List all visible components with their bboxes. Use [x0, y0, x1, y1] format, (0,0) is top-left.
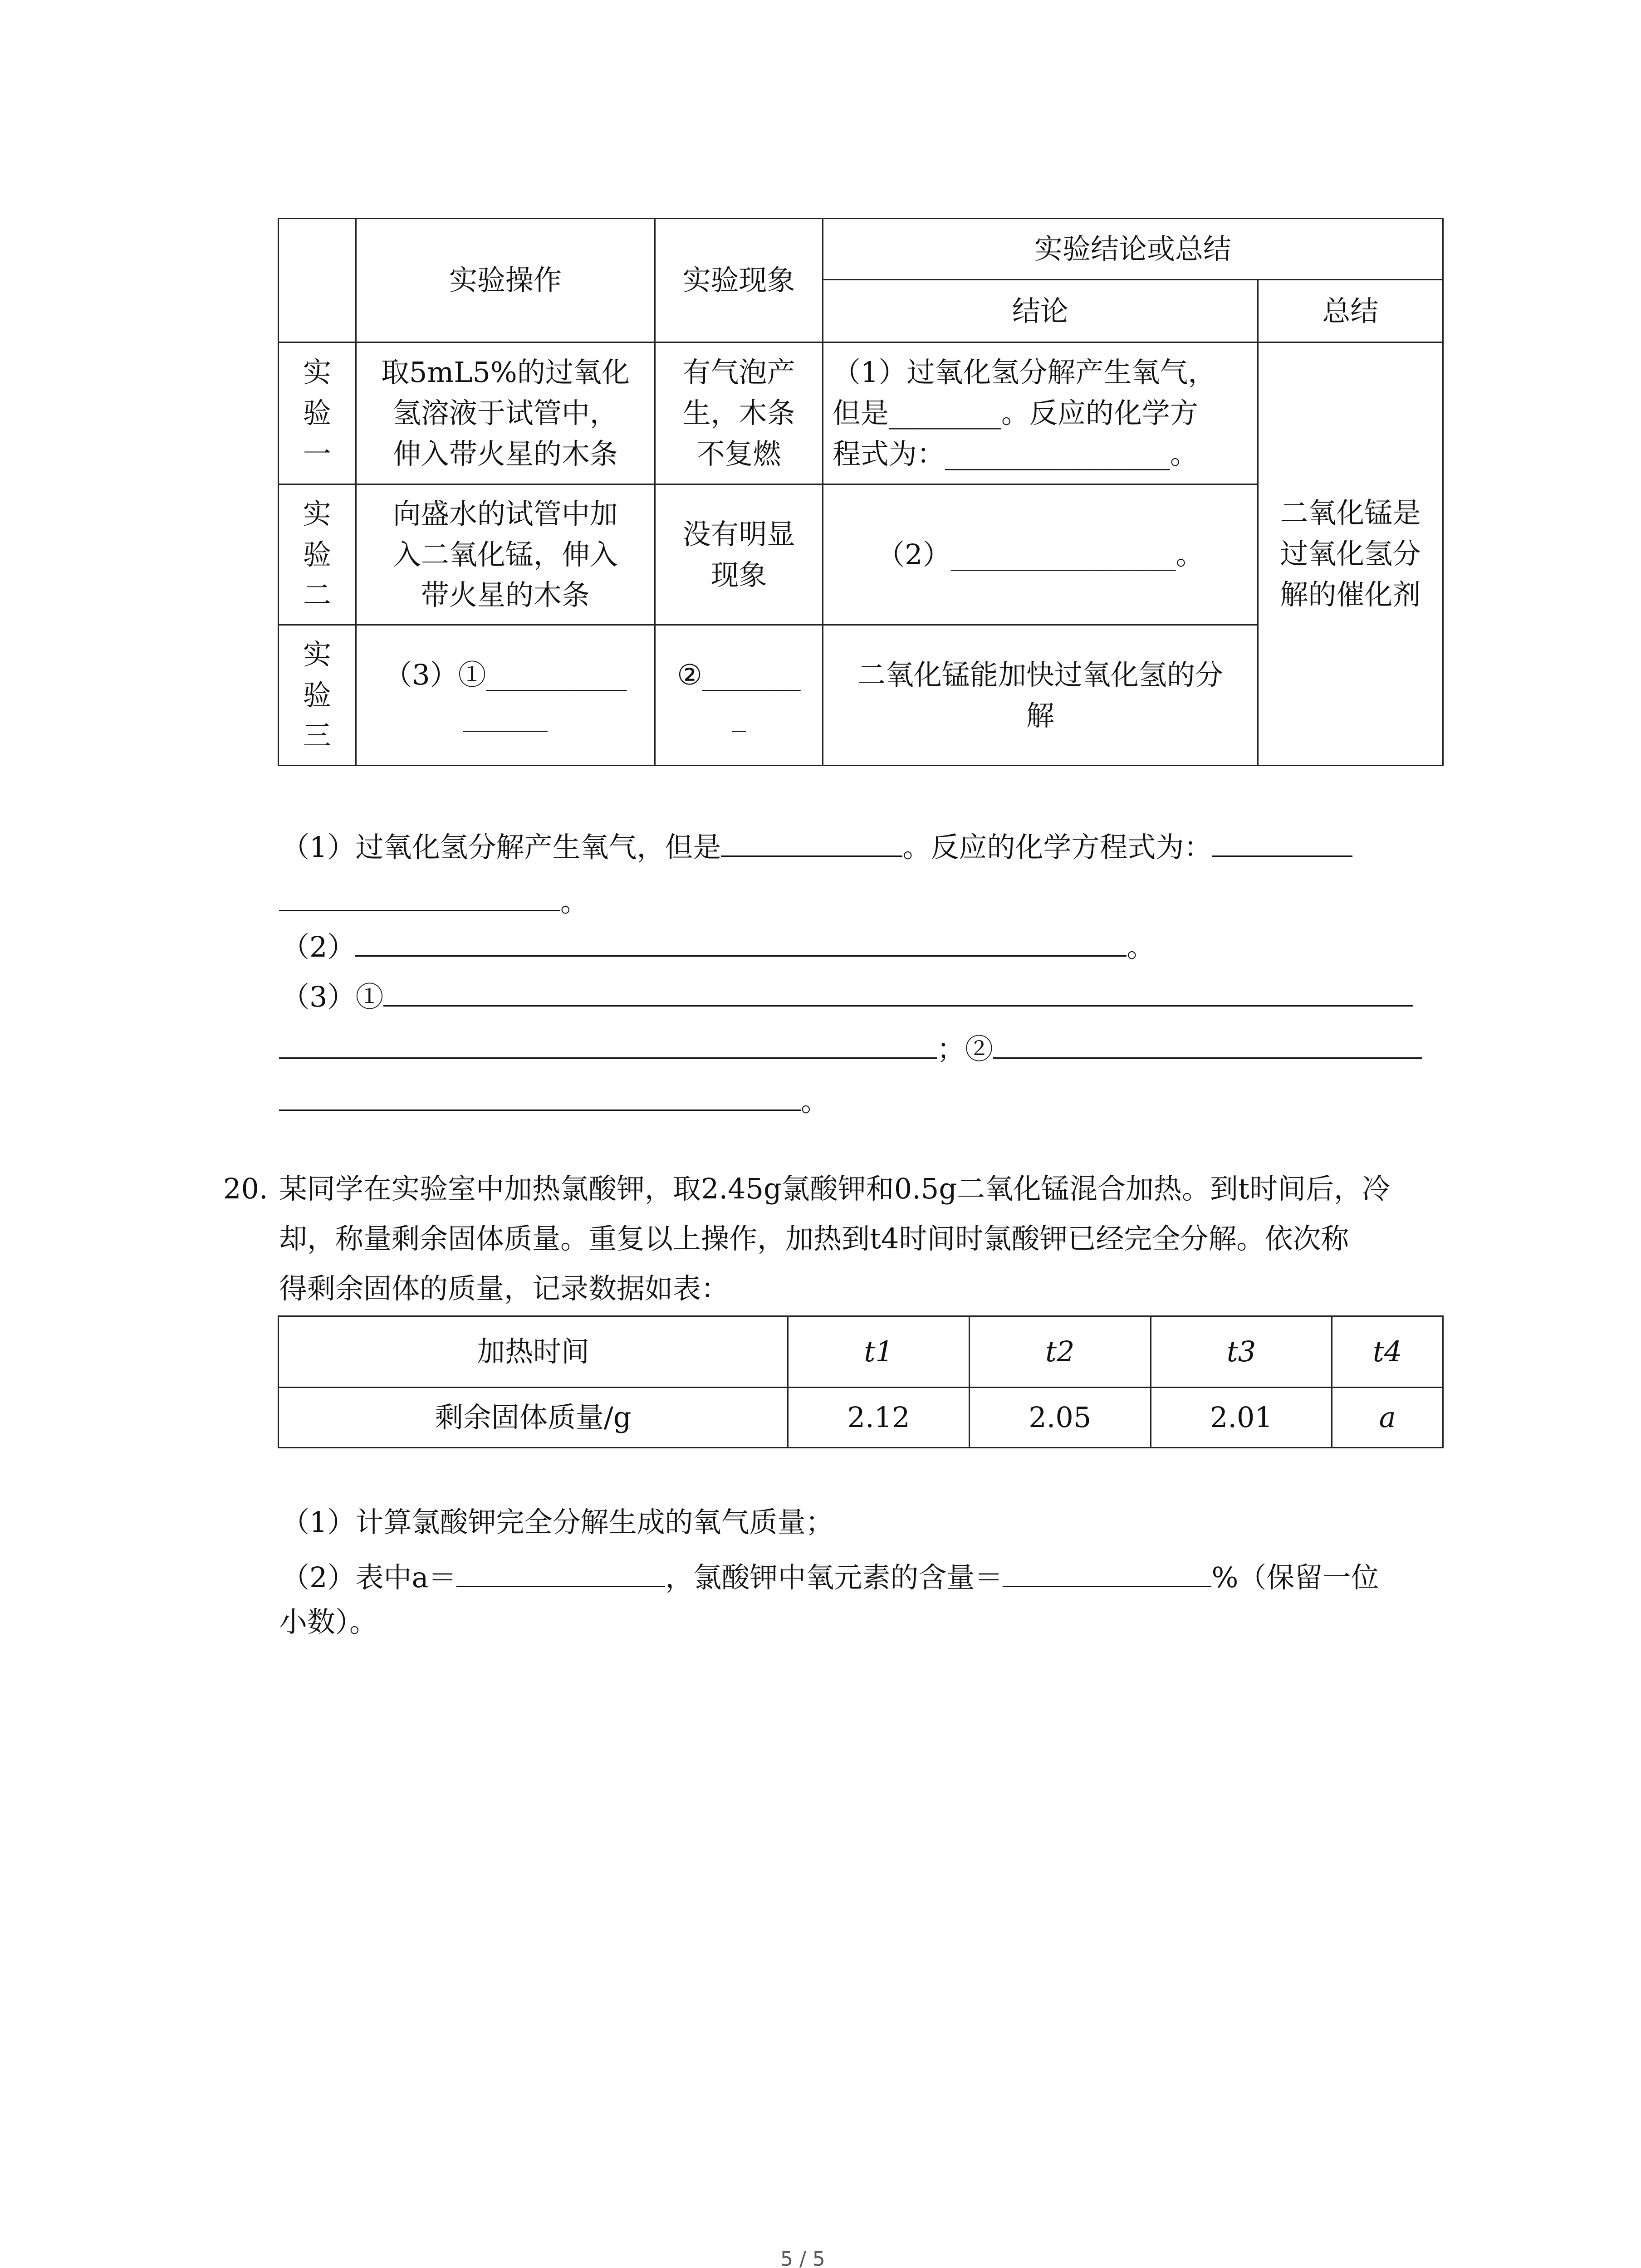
page-number: 5 / 5	[780, 2248, 825, 2268]
row1-phenomenon: 有气泡产 生，木条 不复燃	[655, 342, 823, 484]
q20-line-1: 某同学在实验室中加热氯酸钾，取2.45g氯酸钾和0.5g二氧化锰混合加热。到t时间后，冷	[279, 1172, 1390, 1205]
row-label-1: 实 验 一	[279, 342, 356, 484]
experiment-table	[278, 218, 1444, 766]
row3-phenomenon: ②_______ _	[655, 625, 823, 766]
time-t2: t2	[969, 1316, 1151, 1388]
time-t4: t4	[1332, 1316, 1443, 1388]
mass-t3: 2.01	[1151, 1388, 1332, 1448]
answer-1-blank-a[interactable]	[721, 826, 902, 857]
answer-2-blank[interactable]	[355, 925, 1127, 957]
summary-cell: 二氧化锰是 过氧化氢分 解的催化剂	[1258, 342, 1443, 766]
header-conclusion: 结论	[823, 280, 1258, 342]
answer-1-line-2: 。	[279, 880, 588, 913]
header-empty-cell	[279, 219, 356, 342]
answer-2-line: （2） 。	[281, 925, 1155, 958]
label-remaining-mass: 剩余固体质量/g	[279, 1388, 788, 1448]
time-t1: t1	[788, 1316, 970, 1388]
mass-t1: 2.12	[788, 1388, 970, 1448]
header-operation: 实验操作	[356, 219, 655, 342]
answer-3-line-2: ；②	[279, 1027, 1422, 1060]
answer-1-line: （1）过氧化氢分解产生氧气，但是 。反应的化学方程式为：	[281, 826, 1352, 858]
answer-3-line-3: 。	[279, 1080, 829, 1112]
q20-sub-2-line-2: 小数）。	[279, 1605, 378, 1638]
row3-conclusion: 二氧化锰能加快过氧化氢的分 解	[823, 625, 1258, 766]
row1-operation: 取5mL5%的过氧化 氢溶液于试管中， 伸入带火星的木条	[356, 342, 655, 484]
row3-operation: （3）①__________ ______	[356, 625, 655, 766]
q20-sub-1: （1）计算氯酸钾完全分解生成的氧气质量；	[281, 1505, 834, 1539]
answer-3-blank-a[interactable]	[383, 975, 1413, 1007]
q20-sub-2: （2）表中a＝ ，氯酸钾中氧元素的含量＝ %（保留一位	[281, 1556, 1379, 1589]
q20-number: 20.	[223, 1172, 268, 1205]
header-phenomenon: 实验现象	[655, 219, 823, 342]
row2-conclusion: （2）________________。	[823, 484, 1258, 625]
answer-1-blank-b[interactable]	[1212, 826, 1352, 857]
q20-line-2: 却，称量剩余固体质量。重复以上操作，加热到t4时间时氯酸钾已经完全分解。依次称	[279, 1222, 1349, 1255]
row-label-2: 实 验 二	[279, 484, 356, 625]
row2-operation: 向盛水的试管中加 入二氧化锰，伸入 带火星的木条	[356, 484, 655, 625]
q20-line-3: 得剩余固体的质量，记录数据如表：	[279, 1272, 730, 1305]
time-t3: t3	[1151, 1316, 1332, 1388]
answer-3-blank-d[interactable]	[279, 1080, 801, 1111]
mass-t2: 2.05	[969, 1388, 1151, 1448]
answer-1-blank-c[interactable]	[279, 880, 560, 911]
mass-t4: a	[1332, 1388, 1443, 1448]
heating-data-table	[278, 1315, 1444, 1448]
row2-phenomenon: 没有明显 现象	[655, 484, 823, 625]
row1-conclusion: （1）过氧化氢分解产生氧气， 但是________。反应的化学方 程式为：________________。	[823, 342, 1258, 484]
label-heating-time: 加热时间	[279, 1316, 788, 1388]
header-conclusion-group: 实验结论或总结	[823, 219, 1443, 280]
answer-3-line: （3）①	[281, 975, 1413, 1008]
q20-blank-oxygen[interactable]	[1003, 1556, 1211, 1587]
answer-3-blank-c[interactable]	[993, 1027, 1422, 1059]
answer-3-blank-b[interactable]	[279, 1027, 937, 1059]
row-label-3: 实 验 三	[279, 625, 356, 766]
header-summary: 总结	[1258, 280, 1443, 342]
q20-blank-a[interactable]	[456, 1556, 665, 1587]
